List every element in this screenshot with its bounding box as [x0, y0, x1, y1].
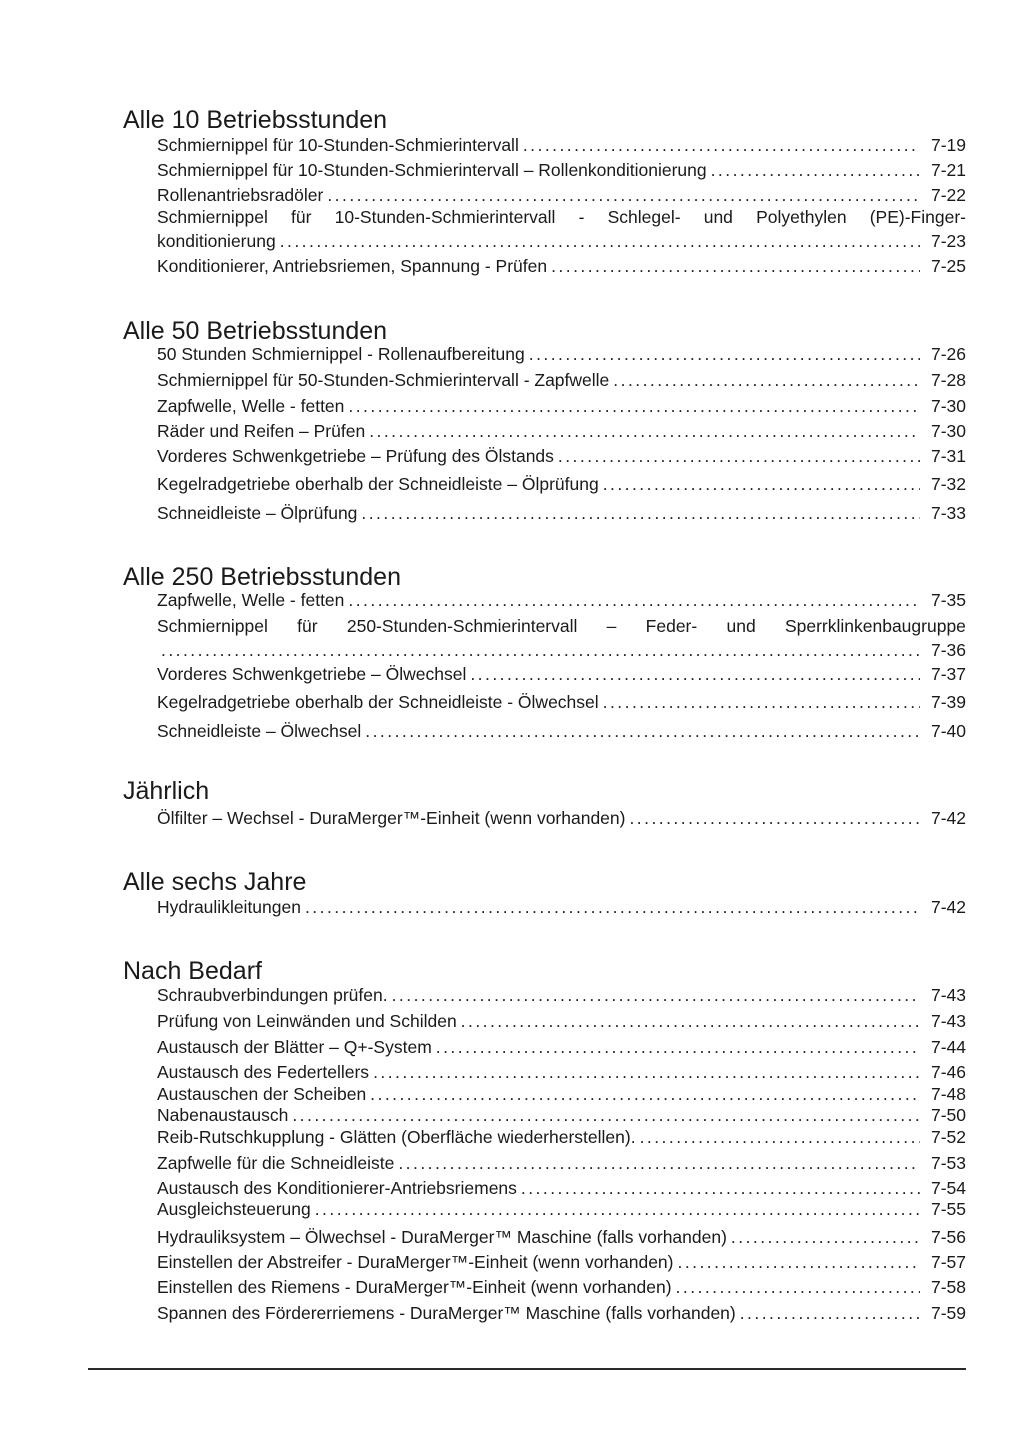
toc-entry-title: Nabenaustausch: [157, 1105, 289, 1125]
toc-entry-page: 7-39: [930, 692, 966, 712]
toc-entry-title: Prüfung von Leinwänden und Schilden: [157, 1011, 457, 1031]
toc-entry-title: Zapfwelle für die Schneidleiste: [157, 1153, 395, 1173]
toc-entry[interactable]: [157, 369, 966, 391]
toc-entry-page: 7-55: [930, 1199, 966, 1219]
toc-entry-title: Ölfilter – Wechsel - DuraMerger™-Einheit (wenn vorhanden): [157, 808, 626, 828]
toc-entry-title: Einstellen der Abstreifer - DuraMerger™-Einheit (wenn vorhanden): [157, 1252, 674, 1272]
leader-dots: [529, 343, 920, 365]
leader-dots: [603, 473, 920, 495]
toc-entry-title: Vorderes Schwenkgetriebe – Ölwechsel: [157, 664, 467, 684]
toc-entry-title: Spannen des Fördererriemens - DuraMerger™ Maschine (falls vorhanden): [157, 1303, 736, 1323]
section-heading: Jährlich: [123, 777, 210, 805]
toc-entry-title: konditionierung: [157, 231, 276, 251]
toc-entry[interactable]: [157, 255, 966, 277]
toc-entry[interactable]: [157, 1198, 966, 1220]
leader-dots: [521, 1177, 920, 1199]
toc-entry-page: 7-43: [930, 985, 966, 1005]
leader-dots: [711, 159, 920, 181]
toc-entry-page: 7-56: [930, 1227, 966, 1247]
toc-entry[interactable]: [157, 134, 966, 156]
toc-section-yearly: [123, 777, 966, 828]
toc-entry-title: Austausch des Konditionierer-Antriebsriemens: [157, 1178, 517, 1198]
toc-entry-page: 7-30: [930, 421, 966, 441]
toc-entry-title: Austausch der Blätter – Q+-System: [157, 1037, 432, 1057]
toc-entry[interactable]: [157, 720, 966, 742]
toc-entry-page: 7-53: [930, 1153, 966, 1173]
toc-entry-title: Vorderes Schwenkgetriebe – Prüfung des Ölstands: [157, 446, 554, 466]
leader-dots: [731, 1226, 920, 1248]
leader-dots: [678, 1251, 921, 1273]
leader-dots: [348, 589, 920, 611]
toc-entry-page: 7-31: [930, 446, 966, 466]
toc-entry-page: 7-22: [930, 185, 966, 205]
toc-entry[interactable]: [157, 420, 966, 442]
toc-entry[interactable]: [157, 206, 966, 252]
leader-dots: [348, 395, 920, 417]
toc-entry-title: Zapfwelle, Welle - fetten: [157, 396, 345, 416]
leader-dots: [470, 663, 920, 685]
toc-entry[interactable]: [157, 807, 966, 829]
toc-section-250h: [123, 563, 966, 741]
toc-entry-page: 7-36: [930, 640, 966, 660]
leader-dots: [613, 369, 920, 391]
toc-entry-page: 7-23: [930, 231, 966, 251]
toc-entry-page: 7-33: [930, 503, 966, 523]
toc-entry[interactable]: [157, 1083, 966, 1105]
toc-entry[interactable]: [157, 1036, 966, 1058]
leader-dots: [629, 807, 920, 829]
toc-entry[interactable]: [157, 896, 966, 918]
toc-entry-page: 7-25: [930, 256, 966, 276]
toc-entry-title: Schmiernippel für 50-Stunden-Schmierintervall - Zapfwelle: [157, 370, 610, 390]
toc-entry-title: Räder und Reifen – Prüfen: [157, 421, 366, 441]
leader-dots: [369, 420, 920, 442]
toc-entry[interactable]: [157, 1010, 966, 1032]
leader-dots: [373, 1061, 920, 1083]
toc-entry[interactable]: [157, 1061, 966, 1083]
leader-dots: [551, 255, 920, 277]
toc-entry-page: 7-59: [930, 1303, 966, 1323]
toc-entry-page: 7-28: [930, 370, 966, 390]
leader-dots: [280, 230, 920, 252]
toc-entry[interactable]: [157, 1226, 966, 1248]
toc-entry[interactable]: [157, 473, 966, 495]
toc-entry-page: 7-26: [930, 344, 966, 364]
leader-dots: [461, 1010, 920, 1032]
leader-dots: [305, 896, 920, 918]
leader-dots: [161, 639, 920, 661]
toc-entry-page: 7-48: [930, 1084, 966, 1104]
toc-entry[interactable]: [157, 445, 966, 467]
toc-entry-title: Schmiernippel für 10-Stunden-Schmierintervall: [157, 135, 519, 155]
leader-dots: [558, 445, 920, 467]
toc-entry-page: 7-43: [930, 1011, 966, 1031]
toc-entry-page: 7-42: [930, 808, 966, 828]
toc-entry-page: 7-19: [930, 135, 966, 155]
toc-entry-page: 7-54: [930, 1178, 966, 1198]
toc-entry[interactable]: [157, 1152, 966, 1174]
toc-entry[interactable]: [157, 1276, 966, 1298]
toc-entry-title: Austausch des Federtellers: [157, 1062, 370, 1082]
toc-entry[interactable]: [157, 502, 966, 524]
toc-entry-title-line1: Schmiernippel für 10-Stunden-Schmierintervall - Schlegel- und Polyethylen (PE)-Finger-: [157, 207, 966, 227]
toc-entry-page: 7-32: [930, 474, 966, 494]
toc-entry-title: Kegelradgetriebe oberhalb der Schneidleiste - Ölwechsel: [157, 692, 599, 712]
leader-dots: [676, 1276, 920, 1298]
toc-entry-title: Schmiernippel für 10-Stunden-Schmierintervall – Rollenkonditionierung: [157, 160, 707, 180]
toc-section-10h: [123, 106, 966, 276]
leader-dots: [398, 1152, 920, 1174]
toc-entry-title: Hydraulikleitungen: [157, 897, 301, 917]
toc-entry[interactable]: [157, 1302, 966, 1324]
toc-entry[interactable]: [157, 984, 966, 1006]
toc-entry[interactable]: [157, 589, 966, 611]
leader-dots: [365, 720, 920, 742]
toc-entry-page: 7-52: [930, 1127, 966, 1147]
toc-entry-title: Schraubverbindungen prüfen.: [157, 985, 388, 1005]
toc-entry[interactable]: [157, 159, 966, 181]
leader-dots: [603, 691, 920, 713]
toc-entry-title: Rollenantriebsradöler: [157, 185, 324, 205]
toc-entry-page: 7-44: [930, 1037, 966, 1057]
toc-entry-title: Reib-Rutschkupplung - Glätten (Oberfläche wiederherstellen).: [157, 1127, 636, 1147]
section-heading: Alle sechs Jahre: [123, 868, 307, 896]
toc-entry-title: Konditionierer, Antriebsriemen, Spannung - Prüfen: [157, 256, 548, 276]
leader-dots: [392, 984, 920, 1006]
leader-dots: [292, 1104, 920, 1126]
toc-entry-title: Zapfwelle, Welle - fetten: [157, 590, 345, 610]
toc-entry-page: 7-50: [930, 1105, 966, 1125]
toc-entry-page: 7-57: [930, 1252, 966, 1272]
toc-entry-title: Ausgleichsteuerung: [157, 1199, 311, 1219]
toc-entry-page: 7-30: [930, 396, 966, 416]
toc-entry-page: 7-35: [930, 590, 966, 610]
toc-entry[interactable]: [157, 1126, 966, 1148]
toc-section-as-needed: [123, 957, 966, 1323]
leader-dots: [370, 1083, 920, 1105]
toc-entry-page: 7-46: [930, 1062, 966, 1082]
toc-entry-page: 7-42: [930, 897, 966, 917]
toc-entry-title: Hydrauliksystem – Ölwechsel - DuraMerger™ Maschine (falls vorhanden): [157, 1227, 727, 1247]
section-heading: Alle 250 Betriebsstunden: [123, 563, 401, 591]
toc-entry[interactable]: [157, 615, 966, 661]
footer-rule: [88, 1368, 966, 1370]
toc-entry-page: 7-37: [930, 664, 966, 684]
toc-section-50h: [123, 317, 966, 523]
leader-dots: [640, 1126, 920, 1148]
toc-entry[interactable]: [157, 395, 966, 417]
toc-entry-page: 7-21: [930, 160, 966, 180]
section-heading: Alle 50 Betriebsstunden: [123, 317, 388, 345]
toc-entry-title: Schneidleiste – Ölwechsel: [157, 721, 362, 741]
leader-dots: [436, 1036, 920, 1058]
toc-entry[interactable]: [157, 343, 966, 365]
toc-entry-page: 7-58: [930, 1277, 966, 1297]
toc-entry[interactable]: [157, 691, 966, 713]
leader-dots: [315, 1198, 920, 1220]
toc-entry-title: Austauschen der Scheiben: [157, 1084, 367, 1104]
toc-entry[interactable]: [157, 184, 966, 206]
toc-entry[interactable]: [157, 1251, 966, 1273]
leader-dots: [523, 134, 920, 156]
toc-section-six-years: [123, 868, 966, 917]
toc-entry[interactable]: [157, 663, 966, 685]
toc-entry-title: Schneidleiste – Ölprüfung: [157, 503, 358, 523]
toc-entry[interactable]: [157, 1177, 966, 1199]
section-heading: Nach Bedarf: [123, 957, 262, 985]
toc-entry-title-line1: Schmiernippel für 250-Stunden-Schmierintervall – Feder- und Sperrklinkenbaugruppe: [157, 616, 966, 636]
leader-dots: [327, 184, 920, 206]
toc-entry-page: 7-40: [930, 721, 966, 741]
toc-entry-title: 50 Stunden Schmiernippel - Rollenaufbereitung: [157, 344, 525, 364]
section-heading: Alle 10 Betriebsstunden: [123, 106, 388, 134]
toc-entry-title: Einstellen des Riemens - DuraMerger™-Einheit (wenn vorhanden): [157, 1277, 672, 1297]
toc-entry[interactable]: [157, 1104, 966, 1126]
leader-dots: [361, 502, 920, 524]
toc-entry-title: Kegelradgetriebe oberhalb der Schneidleiste – Ölprüfung: [157, 474, 599, 494]
leader-dots: [740, 1302, 920, 1324]
